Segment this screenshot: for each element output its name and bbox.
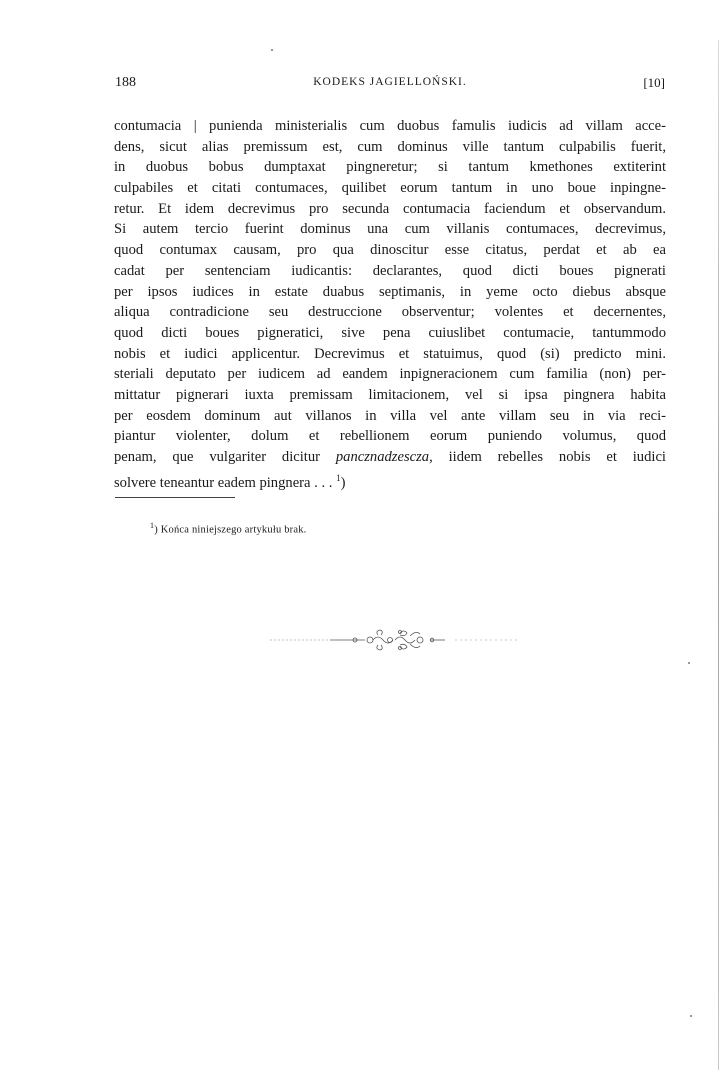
text-line: piantur violenter, dolum et rebellionem eorum puniendo volumus, quod [114,428,666,445]
text-line: steriali deputato per iudicem ad eandem inpigneracionem cum familia (non) per- [114,366,666,383]
footnote-text: Końca niniejszego artykułu brak. [160,524,307,536]
text-line: contumacia | punienda ministerialis cum duobus famulis iudicis ad villam acce- [114,118,666,134]
text-line-last [114,468,666,489]
italic-term: pancznadzescza, [335,449,433,465]
text-segment: iidem rebelles nobis et iudici [432,449,666,465]
text-line: per eosdem dominum aut villanos in villa vel ante villam seu in via reci- [114,407,666,424]
text-line: quod dicti boues pigneratici, sive pena cuiuslibet contumacie, tantummodo [114,324,666,341]
running-header [115,75,665,95]
page-edge-shadow [718,40,719,1070]
paper-speck [690,1015,692,1017]
running-title: KODEKS JAGIELLOŃSKI. [313,76,467,88]
text-line: cadat per sentenciam iudicantis: declarantes, quod dicti boues pignerati [114,262,666,279]
footnote-marker: 1 [150,521,155,530]
main-text-block [114,116,666,491]
footnote-reference[interactable]: 1 [336,472,341,483]
text-line: in duobus bobus dumptaxat pingneretur; si tantum kmethones extiterint [114,159,666,176]
text-line: quod contumax causam, pro qua dinoscitur esse citatus, perdat et ab ea [114,242,666,259]
paper-speck [271,49,273,51]
text-line: culpabiles et citati contumaces, quilibet eorum tantum in uno boue inpingne- [114,180,666,197]
text-segment: penam, que vulgariter dicitur [114,449,336,465]
text-segment: solvere teneantur eadem pingnera . . . [114,474,337,491]
footnote-divider [115,497,235,498]
paper-speck [688,662,690,664]
text-line: dens, sicut alias premissum est, cum dominus ville tantum culpabilis fuerit, [114,138,666,155]
text-line: retur. Et idem decrevimus pro secunda contumacia faciendum et observandum. [114,200,666,217]
footnote-reference-close: ) [340,474,346,491]
footnote [150,521,307,536]
text-line-with-italic [114,447,666,468]
scroll-ornament-icon [270,628,520,658]
text-line: Si autem tercio fuerint dominus una cum villanis contumaces, decrevimus, [114,221,666,238]
footnote-marker-close: ) [154,524,158,536]
section-number: [10] [643,75,665,90]
text-line: nobis et iudici applicentur. Decrevimus et statuimus, quod (si) predicto mini. [114,345,666,362]
text-line: per ipsos iudices in estate duabus septimanis, in yeme octo diebus absque [114,283,666,300]
page-number: 188 [115,75,136,90]
text-line: mittatur pignerari iuxta premissam limitacionem, vel si ipsa pingnera habita [114,386,666,403]
text-line: aliqua contradicione seu destruccione observentur; volentes et decernentes, [114,304,666,321]
